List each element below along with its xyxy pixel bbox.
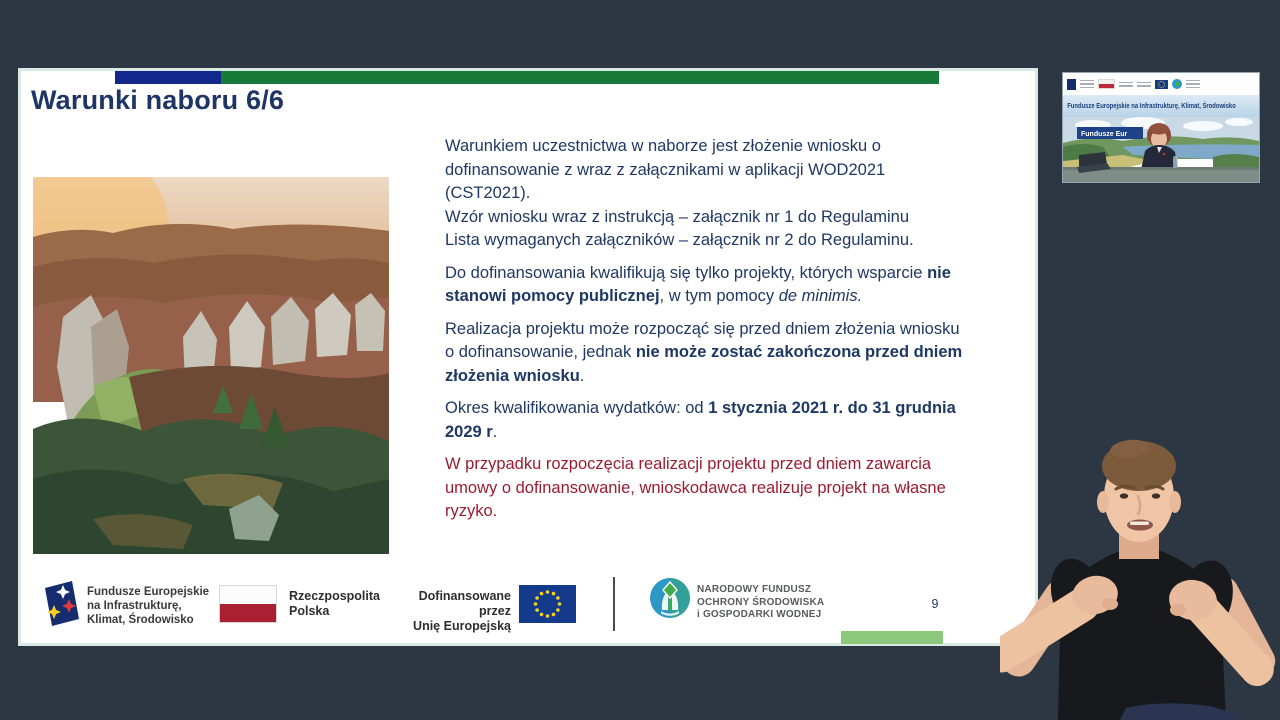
footer-text-line: i GOSPODARKI WODNEJ (697, 609, 822, 620)
webcam-text-placeholder (1186, 80, 1200, 89)
slide-paragraph (445, 318, 967, 389)
text-segment: . (579, 366, 585, 385)
slide-paragraph (445, 453, 967, 524)
slide-paragraphs (445, 135, 967, 533)
eu-funding-label (389, 589, 511, 634)
nfosigw-label (697, 584, 824, 622)
footer-text-line: Fundusze Europejskie (87, 586, 210, 598)
webcam-scene (1063, 117, 1259, 183)
sign-language-interpreter (1000, 432, 1280, 720)
landscape-photo-art (33, 177, 389, 554)
presenter-video-tile[interactable] (1062, 72, 1260, 183)
webcam-text-placeholder (1137, 82, 1151, 87)
text-segment: . (492, 422, 498, 441)
text-segment: Realizacja projektu może rozpocząć się przed dniem złożenia wniosku o dofinansowanie, jednak (445, 319, 960, 361)
footer-text-line: OCHRONY ŚRODOWISKA (697, 596, 825, 608)
footer-text-line: Dofinansowane przez (418, 589, 511, 618)
text-segment: W przypadku rozpoczęcia realizacji projektu przed dniem zawarcia umowy o dofinansowanie, wnioskodawca realizuje projekt na własne ryzyko. (445, 455, 946, 520)
footer-text-line: Unię Europejską (413, 619, 511, 633)
poland-flag-icon (219, 585, 277, 623)
rzeczpospolita-polska-label (289, 589, 380, 619)
slide-paragraph (445, 135, 967, 253)
text-segment: Wzór wniosku wraz z instrukcją – załącznik nr 1 do Regulaminu (445, 207, 910, 226)
text-segment: de minimis. (778, 287, 863, 305)
interpreter-figure (1000, 432, 1280, 720)
landscape-photo (33, 177, 389, 554)
webcam-text-placeholder (1119, 82, 1133, 87)
slide-title: Warunki naboru 6/6 (31, 85, 285, 115)
text-segment: nie stanowi pomocy publicznej (445, 263, 951, 305)
webcam-ribbon-text: Fundusze Eur (1081, 131, 1128, 138)
footer-text-line: Rzeczpospolita (289, 589, 380, 603)
page-number: 9 (931, 597, 939, 611)
webcam-logo-strip (1063, 73, 1259, 95)
slide-top-bar (21, 71, 1035, 84)
presentation-slide (18, 68, 1038, 646)
slide-paragraph (445, 397, 967, 444)
slide-paragraph (445, 262, 967, 309)
webcam-fe-logo-icon (1067, 79, 1076, 90)
webcam-banner-text: Fundusze Europejskie na Infrastrukturę, Klimat, Środowisko (1067, 102, 1236, 110)
fundusze-europejskie-logo-icon (40, 579, 82, 627)
text-segment: Do dofinansowania kwalifikują się tylko projekty, których wsparcie (445, 263, 928, 282)
top-bar-blue-segment (115, 71, 221, 84)
footer-divider (613, 577, 615, 631)
footer-text-line: Polska (289, 604, 330, 618)
footer-text-line: Klimat, Środowisko (87, 614, 194, 626)
bottom-green-bar (841, 631, 943, 644)
top-bar-green-segment (221, 71, 939, 84)
webcam-bottle (1173, 156, 1178, 168)
eu-flag-icon (519, 585, 576, 623)
text-segment: Okres kwalifikowania wydatków: od (445, 399, 709, 417)
footer-text-line: na Infrastrukturę, (87, 600, 182, 612)
webcam-nfosigw-logo-icon (1172, 79, 1182, 89)
webcam-banner (1063, 95, 1259, 117)
nfosigw-logo-icon (649, 577, 691, 619)
webcam-text-placeholder (1080, 80, 1094, 89)
text-segment: nie może zostać zakończona przed dniem złożenia wniosku (445, 343, 963, 385)
text-segment: Lista wymaganych załączników – załącznik nr 2 do Regulaminu. (445, 231, 914, 249)
webcam-eu-flag-icon (1155, 80, 1168, 89)
text-segment: 1 stycznia 2021 r. do 31 grudnia 2029 r (445, 399, 956, 441)
footer-text-line: NARODOWY FUNDUSZ (697, 584, 812, 595)
text-segment: Warunkiem uczestnictwa w naborze jest złożenie wniosku o dofinansowanie z wraz z załącznikami w aplikacji WOD2021 (CST2021). (445, 137, 886, 202)
webcam-poland-flag-icon (1098, 79, 1115, 89)
fundusze-europejskie-label (87, 585, 209, 627)
text-segment: , w tym pomocy (659, 287, 779, 305)
